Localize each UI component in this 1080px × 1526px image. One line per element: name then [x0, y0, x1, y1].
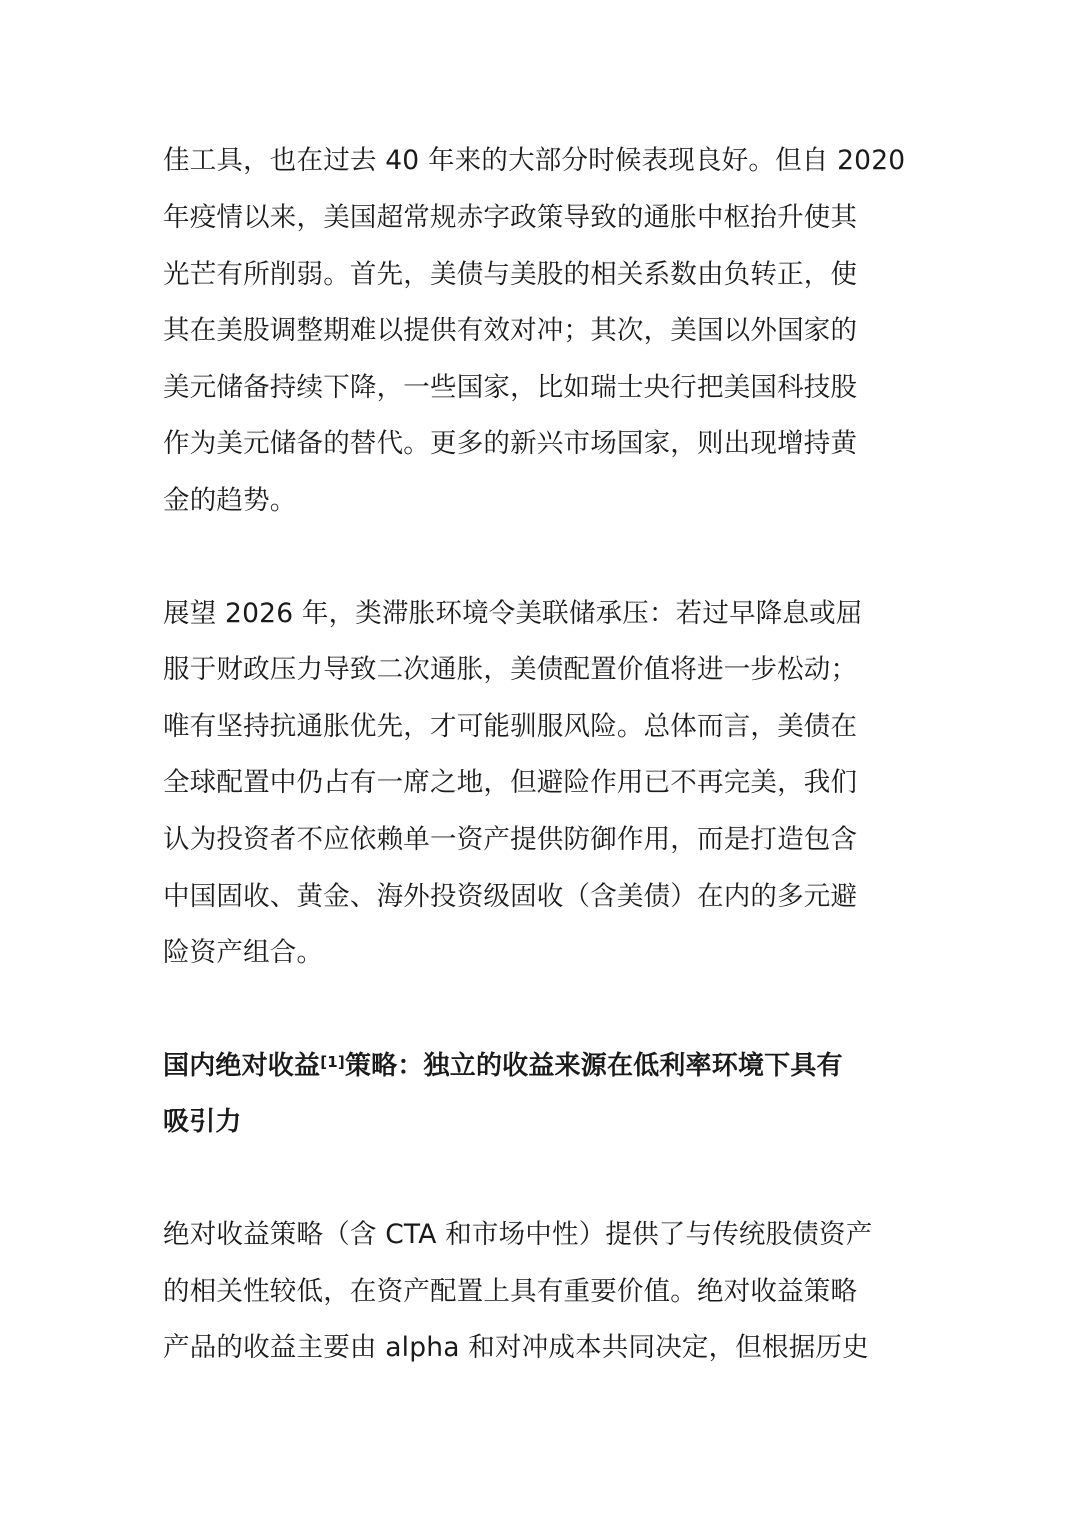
- paragraph-line: 产品的收益主要由 alpha 和对冲成本共同决定，但根据历史: [163, 1332, 869, 1363]
- paragraph-line: 的相关性较低，在资产配置上具有重要价值。绝对收益策略: [163, 1276, 858, 1307]
- paragraph-line: 展望 2026 年，类滞胀环境令美联储承压：若过早降息或屈: [163, 598, 863, 629]
- heading-text-before: 国内绝对收益: [163, 1051, 321, 1081]
- paragraph-line: 服于财政压力导致二次通胀，美债配置价值将进一步松动；: [163, 654, 858, 685]
- paragraph-line: 唯有坚持抗通胀优先，才可能驯服风险。总体而言，美债在: [163, 711, 858, 742]
- paragraph-line: 其在美股调整期难以提供有效对冲；其次，美国以外国家的: [163, 315, 858, 346]
- paragraph-line: 作为美元储备的替代。更多的新兴市场国家，则出现增持黄: [163, 428, 858, 459]
- paragraph-line: 全球配置中仍占有一席之地，但避险作用已不再完美，我们: [163, 767, 858, 798]
- paragraph-line: 佳工具，也在过去 40 年来的大部分时候表现良好。但自 2020: [163, 145, 906, 176]
- heading-line-1: [163, 1046, 923, 1086]
- paragraph-line: 中国固收、黄金、海外投资级固收（含美债）在内的多元避: [163, 881, 858, 912]
- paragraph-line: 金的趋势。: [163, 485, 297, 516]
- paragraph-line: 光芒有所削弱。首先，美债与美股的相关系数由负转正，使: [163, 259, 858, 290]
- paragraph-line: 年疫情以来，美国超常规赤字政策导致的通胀中枢抬升使其: [163, 202, 858, 233]
- paragraph-line: 险资产组合。: [163, 937, 324, 968]
- heading-line-2: 吸引力: [163, 1107, 242, 1137]
- heading-text-after: 策略：独立的收益来源在低利率环境下具有: [344, 1051, 843, 1081]
- footnote-ref[interactable]: [1]: [320, 1053, 345, 1071]
- paragraph-line: 美元储备持续下降，一些国家，比如瑞士央行把美国科技股: [163, 372, 858, 403]
- paragraph-line: 认为投资者不应依赖单一资产提供防御作用，而是打造包含: [163, 824, 858, 855]
- paragraph-line: 绝对收益策略（含 CTA 和市场中性）提供了与传统股债资产: [163, 1219, 873, 1250]
